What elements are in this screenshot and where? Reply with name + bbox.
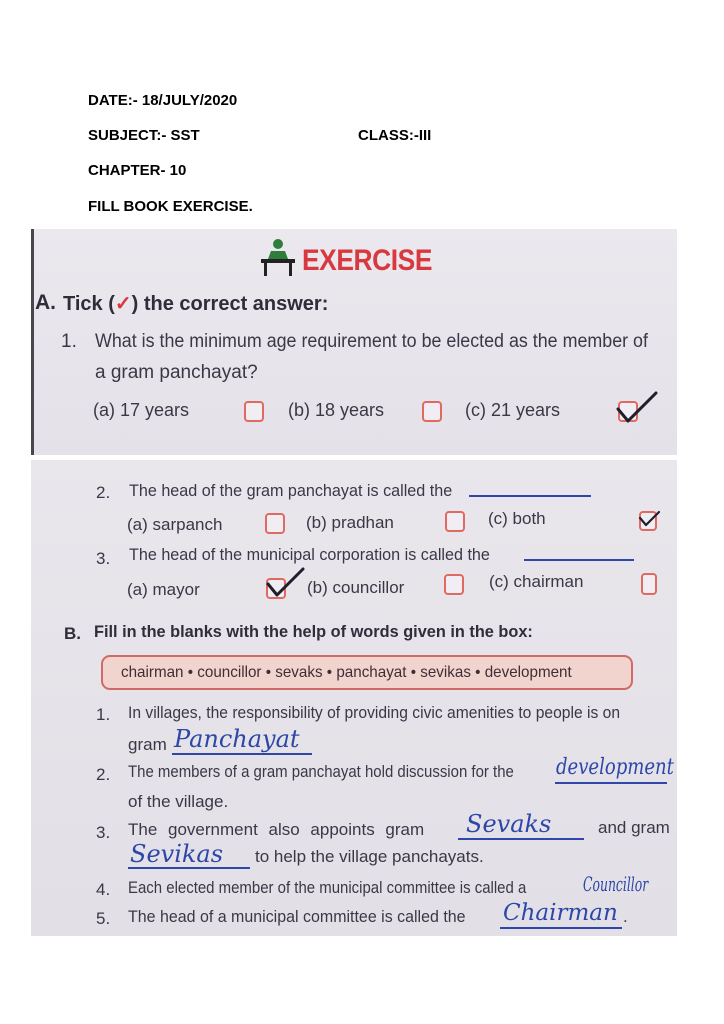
q3-checkbox-b[interactable] [444, 574, 464, 595]
section-b-heading: Fill in the blanks with the help of words given in the box: [94, 622, 533, 641]
q1-option-b: (b) 18 years [288, 400, 385, 420]
tick-mark-icon: ✓ [114, 293, 132, 315]
q2-checkbox-a[interactable] [265, 513, 285, 534]
q2-text: The head of the gram panchayat is called the [129, 481, 453, 500]
q2-number: 2. [96, 483, 111, 502]
b-q1-answer[interactable]: Panchayat [174, 725, 300, 753]
b-q5-number: 5. [96, 909, 111, 928]
b-q3-answer-2[interactable]: Sevikas [130, 840, 224, 868]
b-q3-number: 3. [96, 823, 111, 842]
b-q5-end: . [623, 907, 628, 926]
b-q1-number: 1. [96, 705, 111, 724]
q1-line-1: What is the minimum age requirement to be elected as the member of [95, 331, 648, 352]
q2-handdrawn-tick-icon [637, 508, 661, 535]
q1-handdrawn-tick-icon [614, 389, 658, 432]
section-a-heading: Tick (✓) the correct answer: [63, 293, 329, 315]
q3-option-b: (b) councillor [307, 578, 405, 597]
b-q5-answer[interactable]: Chairman [503, 900, 618, 926]
q3-option-c: (c) chairman [489, 572, 584, 591]
b-q4-text: Each elected member of the municipal committee is called a [128, 878, 527, 897]
q1-option-c: (c) 21 years [465, 400, 561, 420]
b-q3-line-1a: The government also appoints gram [128, 820, 425, 839]
b-q2-line-1: The members of a gram panchayat hold discussion for the [128, 762, 514, 781]
q3-handdrawn-tick-icon [264, 566, 306, 607]
b-q1-answer-blank[interactable] [172, 753, 312, 755]
b-q5-text: The head of a municipal committee is called the [128, 907, 466, 926]
subject-line: SUBJECT:- SST [88, 127, 200, 144]
b-q3-answer-1[interactable]: Sevaks [466, 810, 552, 838]
q1-checkbox-b[interactable] [422, 401, 442, 422]
q2-option-c: (c) both [488, 509, 546, 528]
q1-line-2: a gram panchayat? [95, 362, 258, 383]
q2-option-a: (a) sarpanch [127, 515, 223, 534]
q2-option-b: (b) pradhan [306, 513, 394, 532]
section-a-letter: A. [35, 291, 56, 314]
q1-option-a: (a) 17 years [93, 400, 190, 420]
exercise-desk-icon [259, 237, 297, 282]
textbook-photo-top [31, 229, 677, 455]
q3-number: 3. [96, 549, 111, 568]
q2-answer-blank[interactable] [469, 495, 591, 497]
class-line: CLASS:-III [358, 127, 432, 144]
instruction-line: FILL BOOK EXERCISE. [88, 198, 253, 215]
b-q1-line-2: gram [128, 735, 167, 754]
q2-checkbox-b[interactable] [445, 511, 465, 532]
date-line: DATE:- 18/JULY/2020 [88, 92, 238, 109]
b-q2-line-2: of the village. [128, 792, 229, 811]
b-q4-number: 4. [96, 880, 111, 899]
b-q3-line-2: to help the village panchayats. [255, 847, 484, 866]
q3-option-a: (a) mayor [127, 580, 200, 599]
b-q4-answer[interactable]: Councillor [583, 872, 649, 896]
word-box-text: chairman • councillor • sevaks • panchayat • sevikas • development [121, 664, 572, 681]
q1-number: 1. [61, 331, 77, 352]
q3-checkbox-c[interactable] [641, 573, 657, 595]
b-q3-answer-blank-1[interactable] [458, 838, 584, 840]
b-q5-answer-blank[interactable] [500, 927, 622, 929]
word-box [101, 655, 633, 690]
b-q1-line-1: In villages, the responsibility of providing civic amenities to people is on [128, 703, 621, 722]
q1-checkbox-a[interactable] [244, 401, 264, 422]
q3-answer-blank[interactable] [524, 559, 634, 561]
b-q3-line-1b: and gram [598, 818, 670, 837]
q3-text: The head of the municipal corporation is called the [129, 545, 490, 564]
b-q2-answer[interactable]: development [556, 755, 674, 780]
chapter-line: CHAPTER- 10 [88, 162, 187, 179]
section-b-letter: B. [64, 624, 81, 643]
b-q2-number: 2. [96, 765, 111, 784]
exercise-title: EXERCISE [302, 244, 432, 277]
b-q2-answer-blank[interactable] [555, 782, 667, 784]
